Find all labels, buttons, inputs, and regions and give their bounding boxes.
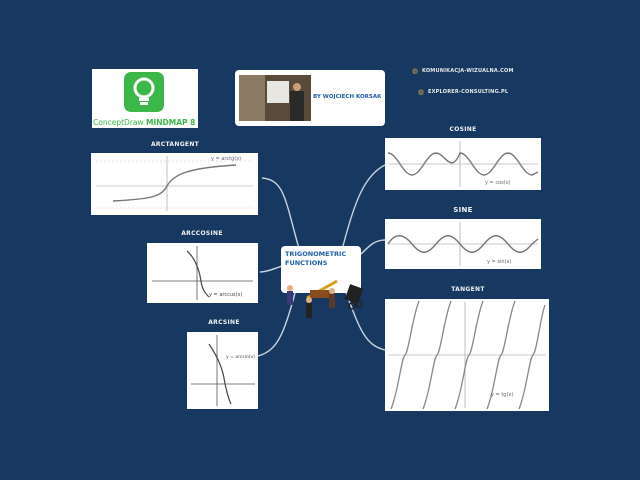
arcsine-graph[interactable] (187, 332, 258, 409)
people-clipart (282, 278, 372, 322)
sine-label: SINE (453, 206, 473, 214)
link-text: EXPLORER-CONSULTING.PL (428, 89, 509, 95)
globe-icon: ◍ (418, 88, 425, 96)
connector-arctangent (262, 178, 300, 252)
conceptdraw-logo (92, 69, 198, 128)
arctangent-graph[interactable] (91, 153, 258, 215)
sine-graph[interactable] (385, 219, 541, 269)
arcsine-curve-label: y = arcsin(x) (226, 355, 255, 360)
author-photo (239, 75, 311, 121)
link-text: KOMUNIKACJA-WIZUALNA.COM (422, 68, 514, 74)
cosine-curve-label: y = cos(x) (485, 180, 511, 186)
author-byline: BY WOJCIECH KORSAK (313, 94, 382, 100)
connector-cosine (343, 165, 385, 246)
lightbulb-icon (123, 71, 165, 113)
logo-product: MINDMAP 8 (146, 118, 196, 127)
tangent-graph[interactable] (385, 299, 549, 411)
arcsine-curve (209, 344, 231, 404)
arctangent-curve (113, 165, 236, 201)
cosine-label: COSINE (449, 126, 477, 133)
sine-curve-label: y = sin(x) (487, 259, 512, 265)
arctangent-curve-label: y = arctg(x) (211, 156, 242, 162)
arccosine-curve-label: y = arccus(x) (209, 292, 243, 298)
tangent-curve-label: y = tg(x) (491, 392, 514, 398)
arctangent-label: ARCTANGENT (150, 141, 200, 148)
central-title: TRIGONOMETRIC FUNCTIONS (285, 250, 347, 267)
arccosine-curve (187, 251, 209, 297)
author-card (235, 70, 385, 126)
globe-icon: ◍ (412, 67, 419, 75)
logo-brand: ConceptDraw (93, 118, 144, 127)
tangent-label: TANGENT (451, 286, 485, 293)
arcsine-label: ARCSINE (208, 319, 240, 326)
arccosine-graph[interactable] (147, 243, 258, 303)
connector-sine (360, 240, 385, 255)
arccosine-label: ARCCOSINE (181, 230, 223, 237)
cosine-graph[interactable] (385, 138, 541, 190)
